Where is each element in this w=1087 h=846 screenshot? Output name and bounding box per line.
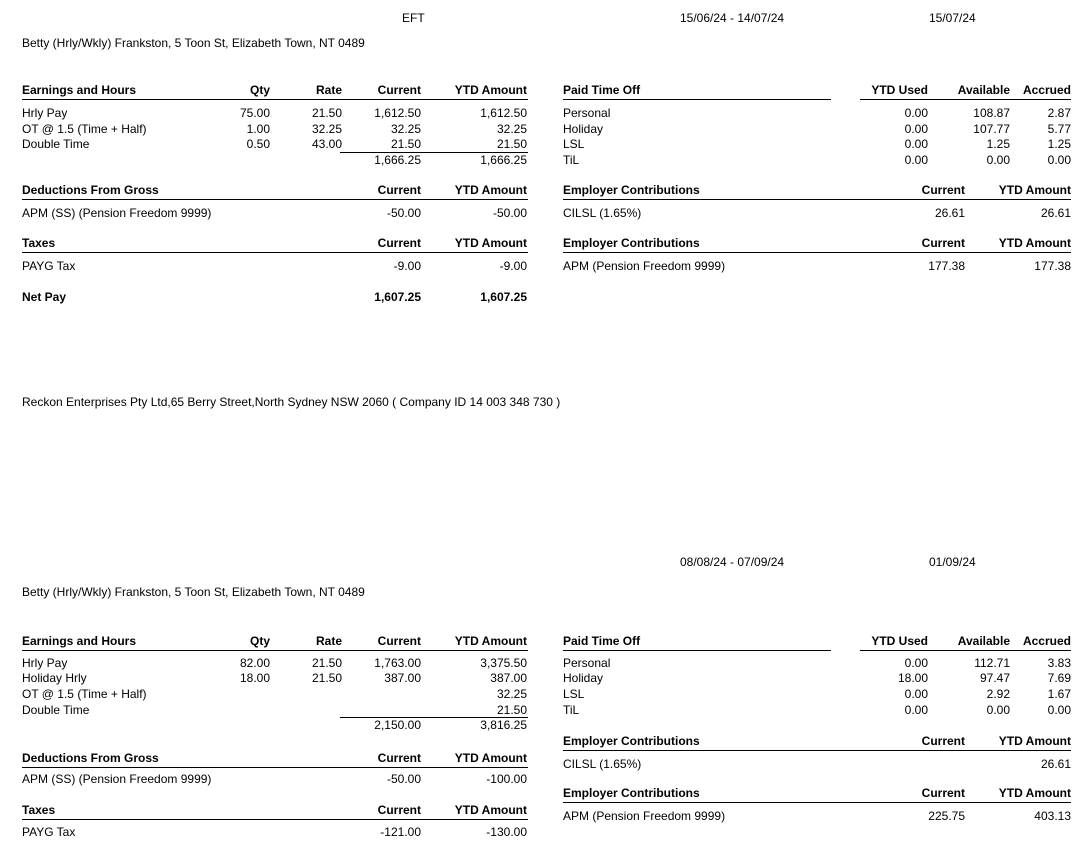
ytd-used-header: YTD Used	[871, 83, 928, 97]
net-pay-current: 1,607.25	[374, 290, 421, 304]
ytd-header: YTD Amount	[998, 236, 1071, 250]
accrued-header: Accrued	[1022, 634, 1071, 648]
earning-name: Double Time	[22, 703, 90, 717]
earning-ytd: 387.00	[490, 671, 527, 685]
ytd-header: YTD Amount	[998, 786, 1071, 800]
divider	[563, 252, 1071, 253]
employer-header-label: Employer Contributions	[563, 236, 700, 250]
pto-used: 0.00	[904, 106, 928, 120]
employee-details: Betty (Hrly/Wkly) Frankston, 5 Toon St, Elizabeth Town, NT 0489	[22, 36, 365, 50]
earning-name: Holiday Hrly	[22, 671, 87, 685]
contribution-name: CILSL (1.65%)	[563, 757, 642, 771]
ytd-used-header: YTD Used	[871, 634, 928, 648]
pto-accrued: 1.67	[1047, 687, 1071, 701]
tax-name: PAYG Tax	[22, 825, 76, 839]
deductions-header-label: Deductions From Gross	[22, 183, 159, 197]
pto-available: 1.25	[986, 137, 1010, 151]
earning-rate: 21.50	[311, 656, 342, 670]
earning-rate: 32.25	[311, 122, 342, 136]
divider	[563, 650, 831, 651]
deduction-ytd: -50.00	[492, 206, 527, 220]
earning-current: 1,612.50	[374, 106, 421, 120]
earnings-header-label: Earnings and Hours	[22, 83, 137, 97]
pto-used: 0.00	[904, 703, 928, 717]
divider	[563, 802, 1071, 803]
pto-used: 18.00	[897, 671, 928, 685]
earning-qty: 75.00	[239, 106, 270, 120]
contribution-ytd: 26.61	[1040, 206, 1071, 220]
pto-name: Holiday	[563, 671, 604, 685]
earning-ytd: 3,375.50	[480, 656, 527, 670]
earning-name: OT @ 1.5 (Time + Half)	[22, 687, 147, 701]
divider	[22, 650, 528, 651]
pto-used: 0.00	[904, 153, 928, 167]
earnings-total-current: 1,666.25	[374, 153, 421, 167]
deductions-header-label: Deductions From Gross	[22, 751, 159, 765]
ytd-header: YTD Amount	[454, 751, 527, 765]
current-header: Current	[921, 236, 965, 250]
pto-available: 107.77	[973, 122, 1010, 136]
deduction-current: -50.00	[386, 772, 421, 786]
pto-name: Personal	[563, 106, 611, 120]
ytd-header: YTD Amount	[454, 634, 527, 648]
deduction-current: -50.00	[386, 206, 421, 220]
earning-qty: 1.00	[246, 122, 270, 136]
pto-name: Personal	[563, 656, 611, 670]
earning-rate: 43.00	[311, 137, 342, 151]
pay-period: 15/06/24 - 14/07/24	[680, 11, 785, 25]
tax-ytd: -9.00	[499, 259, 527, 273]
ytd-header: YTD Amount	[998, 183, 1071, 197]
current-header: Current	[377, 803, 421, 817]
contribution-name: CILSL (1.65%)	[563, 206, 642, 220]
divider	[22, 252, 528, 253]
earning-ytd: 21.50	[496, 137, 527, 151]
available-header: Available	[957, 634, 1010, 648]
pay-date: 15/07/24	[929, 11, 976, 25]
employer-header-label: Employer Contributions	[563, 786, 700, 800]
earnings-total-ytd: 3,816.25	[480, 718, 527, 732]
earning-name: OT @ 1.5 (Time + Half)	[22, 122, 147, 136]
ytd-header: YTD Amount	[998, 734, 1071, 748]
earning-rate: 21.50	[311, 671, 342, 685]
pto-accrued: 0.00	[1047, 703, 1071, 717]
qty-header: Qty	[249, 634, 270, 648]
qty-header: Qty	[249, 83, 270, 97]
accrued-header: Accrued	[1022, 83, 1071, 97]
current-header: Current	[921, 734, 965, 748]
earning-ytd: 32.25	[496, 687, 527, 701]
earning-rate: 21.50	[311, 106, 342, 120]
current-header: Current	[377, 751, 421, 765]
tax-name: PAYG Tax	[22, 259, 76, 273]
earning-current: 32.25	[390, 122, 421, 136]
current-header: Current	[377, 634, 421, 648]
taxes-header-label: Taxes	[22, 236, 56, 250]
pto-available: 112.71	[974, 656, 1010, 670]
pto-used: 0.00	[904, 122, 928, 136]
pto-accrued: 1.25	[1047, 137, 1071, 151]
pto-used: 0.00	[904, 687, 928, 701]
contribution-name: APM (Pension Freedom 9999)	[563, 809, 726, 823]
deduction-name: APM (SS) (Pension Freedom 9999)	[22, 772, 212, 786]
pto-accrued: 7.69	[1047, 671, 1071, 685]
pto-name: TiL	[563, 153, 580, 167]
earning-name: Hrly Pay	[22, 106, 68, 120]
pto-available: 108.87	[973, 106, 1010, 120]
earning-current: 1,763.00	[374, 656, 421, 670]
ytd-header: YTD Amount	[454, 803, 527, 817]
contribution-current: 177.38	[928, 259, 965, 273]
pto-accrued: 2.87	[1047, 106, 1071, 120]
earnings-total-ytd: 1,666.25	[480, 153, 527, 167]
current-header: Current	[921, 786, 965, 800]
divider	[22, 199, 528, 200]
deduction-ytd: -100.00	[486, 772, 527, 786]
rate-header: Rate	[315, 634, 342, 648]
pto-name: LSL	[563, 137, 585, 151]
tax-current: -9.00	[393, 259, 421, 273]
current-header: Current	[921, 183, 965, 197]
divider	[563, 199, 1071, 200]
divider	[860, 99, 1071, 100]
contribution-ytd: 403.13	[1034, 809, 1071, 823]
pto-used: 0.00	[904, 656, 928, 670]
earning-ytd: 21.50	[496, 703, 527, 717]
earnings-header-label: Earnings and Hours	[22, 634, 137, 648]
pto-accrued: 5.77	[1047, 122, 1071, 136]
pto-available: 0.00	[986, 703, 1010, 717]
pay-period: 08/08/24 - 07/09/24	[680, 555, 785, 569]
rate-header: Rate	[315, 83, 342, 97]
payment-method: EFT	[402, 11, 425, 25]
earning-name: Hrly Pay	[22, 656, 68, 670]
earning-name: Double Time	[22, 137, 90, 151]
earning-current: 21.50	[390, 137, 421, 151]
pto-accrued: 3.83	[1047, 656, 1071, 670]
divider	[22, 767, 528, 768]
pto-name: Holiday	[563, 122, 604, 136]
current-header: Current	[377, 236, 421, 250]
employer-header-label: Employer Contributions	[563, 183, 700, 197]
deduction-name: APM (SS) (Pension Freedom 9999)	[22, 206, 212, 220]
divider	[860, 650, 1071, 651]
earning-current: 387.00	[384, 671, 421, 685]
pto-header-label: Paid Time Off	[563, 634, 641, 648]
divider	[563, 750, 1071, 751]
pto-name: TiL	[563, 703, 580, 717]
contribution-ytd: 177.38	[1034, 259, 1071, 273]
divider	[563, 99, 831, 100]
taxes-header-label: Taxes	[22, 803, 56, 817]
divider	[22, 99, 528, 100]
ytd-header: YTD Amount	[454, 236, 527, 250]
earning-ytd: 1,612.50	[480, 106, 527, 120]
earnings-total-current: 2,150.00	[374, 718, 421, 732]
earning-qty: 82.00	[239, 656, 270, 670]
ytd-header: YTD Amount	[454, 183, 527, 197]
earning-qty: 0.50	[246, 137, 270, 151]
pto-accrued: 0.00	[1047, 153, 1071, 167]
ytd-header: YTD Amount	[454, 83, 527, 97]
pto-header-label: Paid Time Off	[563, 83, 641, 97]
contribution-current: 26.61	[934, 206, 965, 220]
pto-available: 97.47	[979, 671, 1010, 685]
pay-date: 01/09/24	[929, 555, 976, 569]
pto-available: 2.92	[986, 687, 1010, 701]
tax-current: -121.00	[380, 825, 421, 839]
company-footer: Reckon Enterprises Pty Ltd,65 Berry Street,North Sydney NSW 2060 ( Company ID 14 003 348 730 )	[22, 395, 561, 409]
pto-available: 0.00	[986, 153, 1010, 167]
divider	[22, 819, 528, 820]
net-pay-label: Net Pay	[22, 290, 67, 304]
available-header: Available	[957, 83, 1010, 97]
current-header: Current	[377, 183, 421, 197]
contribution-ytd: 26.61	[1040, 757, 1071, 771]
employee-details: Betty (Hrly/Wkly) Frankston, 5 Toon St, Elizabeth Town, NT 0489	[22, 585, 365, 599]
contribution-name: APM (Pension Freedom 9999)	[563, 259, 726, 273]
earning-qty: 18.00	[239, 671, 270, 685]
net-pay-ytd: 1,607.25	[480, 290, 527, 304]
employer-header-label: Employer Contributions	[563, 734, 700, 748]
current-header: Current	[377, 83, 421, 97]
tax-ytd: -130.00	[486, 825, 527, 839]
contribution-current: 225.75	[928, 809, 965, 823]
pto-name: LSL	[563, 687, 585, 701]
pto-used: 0.00	[904, 137, 928, 151]
earning-ytd: 32.25	[496, 122, 527, 136]
